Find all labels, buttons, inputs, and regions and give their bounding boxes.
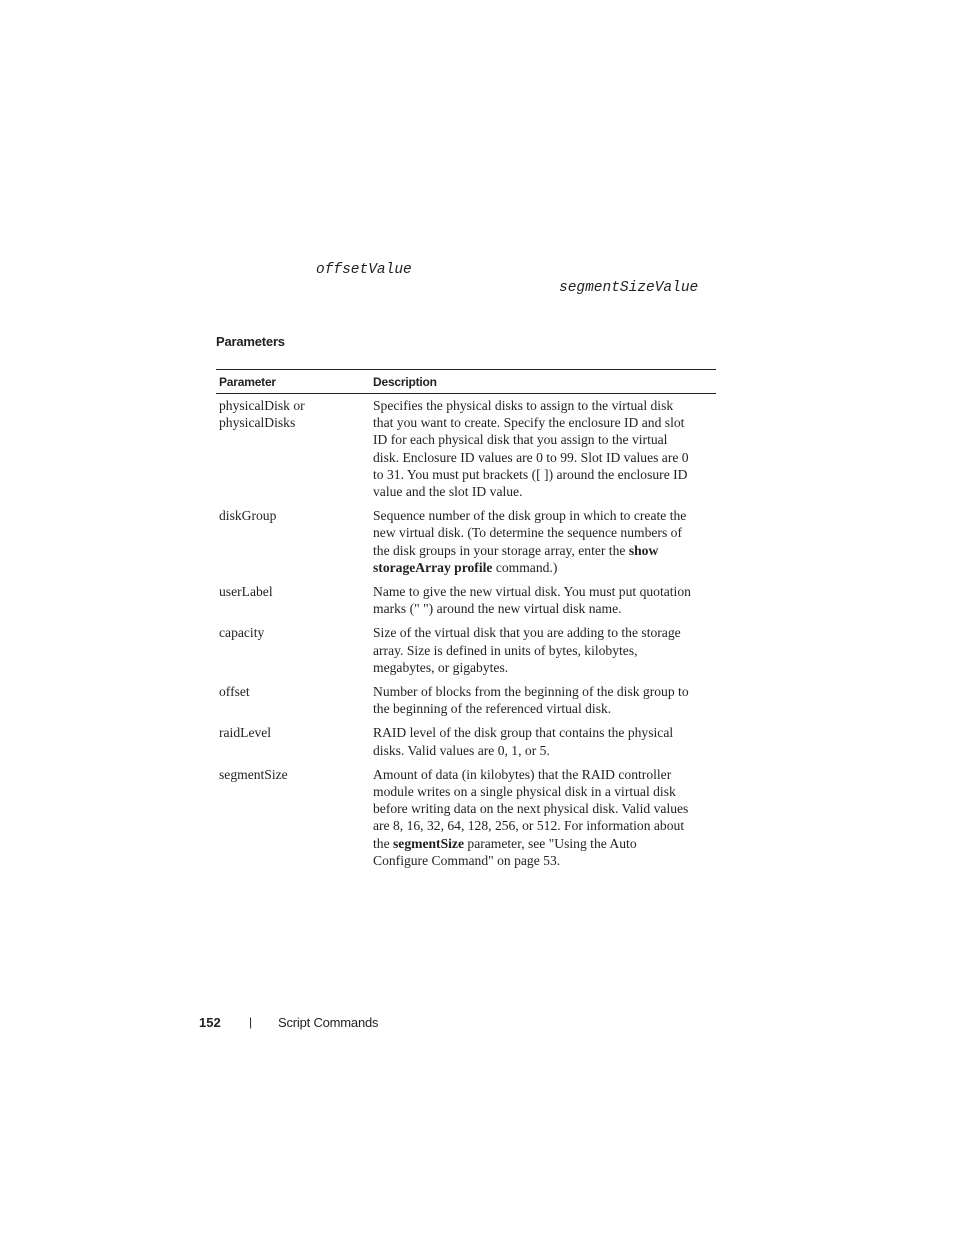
text-segment: disks. Valid values are 0, 1, or 5.: [373, 742, 550, 758]
text-segment: the disk groups in your storage array, enter the: [373, 542, 629, 558]
table-row: [216, 766, 716, 869]
description-line: [373, 583, 716, 600]
text-segment: the: [373, 835, 394, 851]
description-line: [373, 449, 716, 466]
text-segment: that you want to create. Specify the enclosure ID and slot: [373, 415, 685, 431]
parameters-table: [216, 369, 716, 869]
description-line: [373, 852, 716, 869]
text-segment: disk. Enclosure ID values are 0 to 99. Slot ID values are 0: [373, 449, 689, 465]
bold-term: show: [628, 542, 659, 558]
parameter-line: physicalDisks: [219, 415, 296, 431]
text-segment: parameter, see "Using the Auto: [464, 835, 637, 851]
text-segment: ID for each physical disk that you assign to the virtual: [373, 432, 668, 448]
text-segment: module writes on a single physical disk in a virtual disk: [373, 784, 676, 800]
text-segment: array. Size is defined in units of bytes, kilobytes,: [373, 642, 638, 658]
description-line: [373, 414, 716, 431]
footer-separator: |: [249, 1015, 253, 1029]
text-segment: before writing data on the next physical disk. Valid values: [373, 801, 689, 817]
description-line: [373, 659, 716, 676]
syntax-segment-size-value: segmentSizeValue: [559, 280, 699, 296]
parameter-name: [216, 724, 371, 758]
description-line: [373, 642, 716, 659]
parameter-description: [371, 683, 716, 717]
bold-term: storageArray profile: [373, 559, 493, 575]
parameter-description: [371, 397, 716, 500]
parameter-description: [371, 507, 716, 576]
description-line: [373, 524, 716, 541]
text-segment: RAID level of the disk group that contains the physical: [373, 725, 674, 741]
description-line: [373, 483, 716, 500]
parameter-name: [216, 624, 371, 676]
text-segment: new virtual disk. (To determine the sequence numbers of: [373, 525, 682, 541]
header-description: Description: [373, 374, 437, 389]
parameter-description: [371, 583, 716, 617]
description-line: [373, 542, 716, 559]
text-segment: the beginning of the referenced virtual disk.: [373, 701, 612, 717]
parameter-name: [216, 397, 371, 500]
section-heading: Parameters: [216, 334, 285, 349]
description-line: [373, 683, 716, 700]
text-segment: megabytes, or gigabytes.: [373, 659, 509, 675]
text-segment: Number of blocks from the beginning of the disk group to: [373, 684, 689, 700]
description-line: [373, 742, 716, 759]
parameter-name: [216, 766, 371, 869]
text-segment: Size of the virtual disk that you are adding to the storage: [373, 625, 681, 641]
text-segment: Sequence number of the disk group in which to create the: [373, 508, 687, 524]
parameter-description: [371, 766, 716, 869]
table-body: [216, 394, 716, 869]
parameter-description: [371, 724, 716, 758]
table-row: [216, 624, 716, 676]
parameter-line: diskGroup: [219, 508, 277, 524]
description-line: [373, 724, 716, 741]
description-line: [373, 835, 716, 852]
description-line: [373, 431, 716, 448]
syntax-offset-value: offsetValue: [316, 262, 412, 278]
description-line: [373, 800, 716, 817]
text-segment: are 8, 16, 32, 64, 128, 256, or 512. For information about: [373, 818, 685, 834]
table-row: [216, 507, 716, 576]
description-line: [373, 507, 716, 524]
parameter-name: [216, 507, 371, 576]
description-line: [373, 700, 716, 717]
table-row: [216, 583, 716, 617]
description-line: [373, 783, 716, 800]
parameter-line: offset: [219, 684, 250, 700]
description-line: [373, 766, 716, 783]
table-header-row: [216, 370, 716, 394]
parameter-line: segmentSize: [219, 766, 288, 782]
parameter-line: raidLevel: [219, 725, 272, 741]
description-line: [373, 624, 716, 641]
parameter-line: physicalDisk or: [219, 398, 305, 413]
table-row: [216, 724, 716, 758]
text-segment: to 31. You must put brackets ([ ]) around the enclosure ID: [373, 466, 688, 482]
text-segment: value and the slot ID value.: [373, 484, 523, 500]
table-row: [216, 683, 716, 717]
parameter-name: [216, 583, 371, 617]
description-line: [373, 559, 716, 576]
text-segment: command.): [492, 559, 558, 575]
parameter-line: capacity: [219, 625, 265, 641]
page-number: 152: [199, 1015, 221, 1030]
description-line: [373, 817, 716, 834]
parameter-name: [216, 683, 371, 717]
text-segment: Amount of data (in kilobytes) that the RAID controller: [373, 766, 672, 782]
parameter-description: [371, 624, 716, 676]
text-segment: Configure Command" on page 53.: [373, 852, 561, 868]
description-line: [373, 397, 716, 414]
text-segment: Specifies the physical disks to assign to the virtual disk: [373, 398, 674, 413]
header-parameter: Parameter: [219, 374, 276, 389]
footer-section-title: Script Commands: [278, 1015, 379, 1030]
text-segment: Name to give the new virtual disk. You must put quotation: [373, 584, 691, 600]
description-line: [373, 466, 716, 483]
text-segment: marks (" ") around the new virtual disk name.: [373, 601, 622, 617]
bold-term: segmentSize: [393, 835, 464, 851]
description-line: [373, 600, 716, 617]
table-row: [216, 397, 716, 500]
parameter-line: userLabel: [219, 584, 273, 600]
